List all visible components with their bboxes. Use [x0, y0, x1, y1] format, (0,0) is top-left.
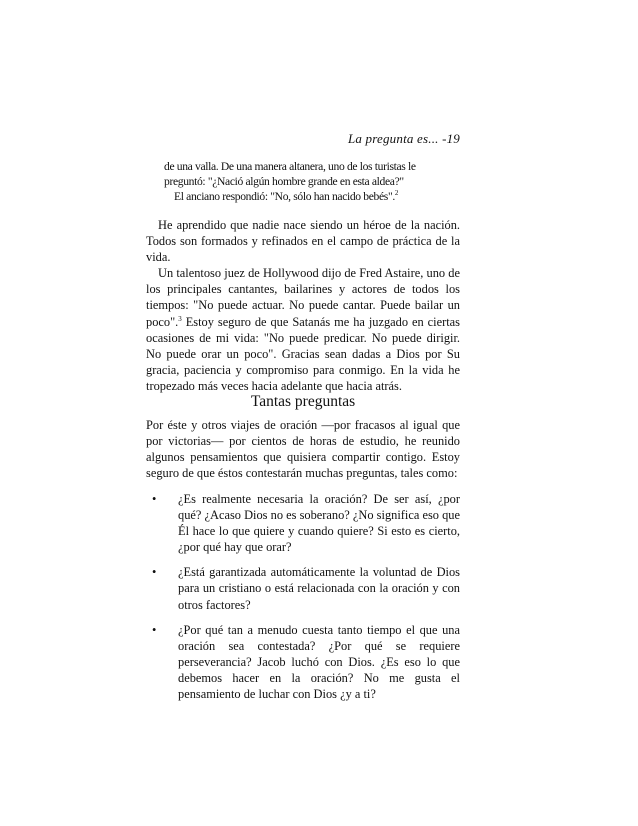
bullet-icon: •	[152, 492, 157, 506]
list-item	[146, 491, 460, 555]
list-item	[146, 564, 460, 612]
footnote-marker: 3	[178, 314, 182, 323]
paragraph	[146, 265, 460, 394]
section-heading: Tantas preguntas	[250, 393, 356, 410]
list-item-text: ¿Es realmente necesaria la oración? De ser así, ¿por qué? ¿Acaso Dios no es soberano? ¿No significa eso que Él hace lo que quiere y cuando quiere? Si esto es cierto, ¿por qué hay que orar?	[178, 492, 460, 555]
quote-line: de una valla. De una manera altanera, uno de los turistas le preguntó: "¿Nació algún hombre grande en esta aldea?"	[164, 160, 416, 188]
paragraph-text: Un talentoso juez de Hollywood dijo de Fred Astaire, uno de los principales cantantes, bailarines y actores de todos los tiempos: "No puede actuar. No puede cantar. Puede bailar un poco".	[146, 266, 460, 329]
book-page	[146, 0, 460, 826]
footnote-marker: 2	[394, 189, 399, 197]
bullet-icon: •	[152, 622, 157, 637]
body-text	[146, 217, 460, 394]
quote-reply	[164, 189, 456, 204]
paragraph: Por éste y otros viajes de oración —por fracasos al igual que por victorias— por cientos de horas de estudio, he reunido algunos pensamientos que quisiera compartir contigo. Estoy seguro de que éstos contestarán muchas preguntas, tales como:	[146, 418, 460, 481]
quote-reply-text: El anciano respondió: "No, sólo han nacido bebés".	[174, 190, 395, 203]
question-list	[146, 491, 460, 711]
section-intro	[146, 417, 460, 481]
paragraph-text: Estoy seguro de que Satanás me ha juzgado en ciertas ocasiones de mi vida: "No puede predicar. No puede dirigir. No puede orar un poco". Gracias sean dadas a Dios por Su gracia, paciencia y compromiso para conmigo. En la vida he tropezado más veces hacia adelante que hacia atrás.	[146, 314, 460, 393]
list-item-text: ¿Está garantizada automáticamente la voluntad de Dios para un cristiano o está relacionada con la oración y con otros factores?	[178, 565, 460, 612]
paragraph: He aprendido que nadie nace siendo un héroe de la nación. Todos son formados y refinados en el campo de práctica de la vida.	[146, 218, 460, 265]
bullet-icon: •	[152, 565, 157, 580]
list-item	[146, 622, 460, 702]
list-item-text: ¿Por qué tan a menudo cuesta tanto tiempo el que una oración sea contestada? ¿Por qué se requiere perseverancia? Jacob luchó con Dios. ¿Es eso lo que debemos hacer en la oración? No me gusta el pensamiento de luchar con Dios ¿y a ti?	[178, 622, 460, 702]
running-header: La pregunta es... -19	[347, 131, 460, 146]
block-quote	[164, 159, 456, 204]
